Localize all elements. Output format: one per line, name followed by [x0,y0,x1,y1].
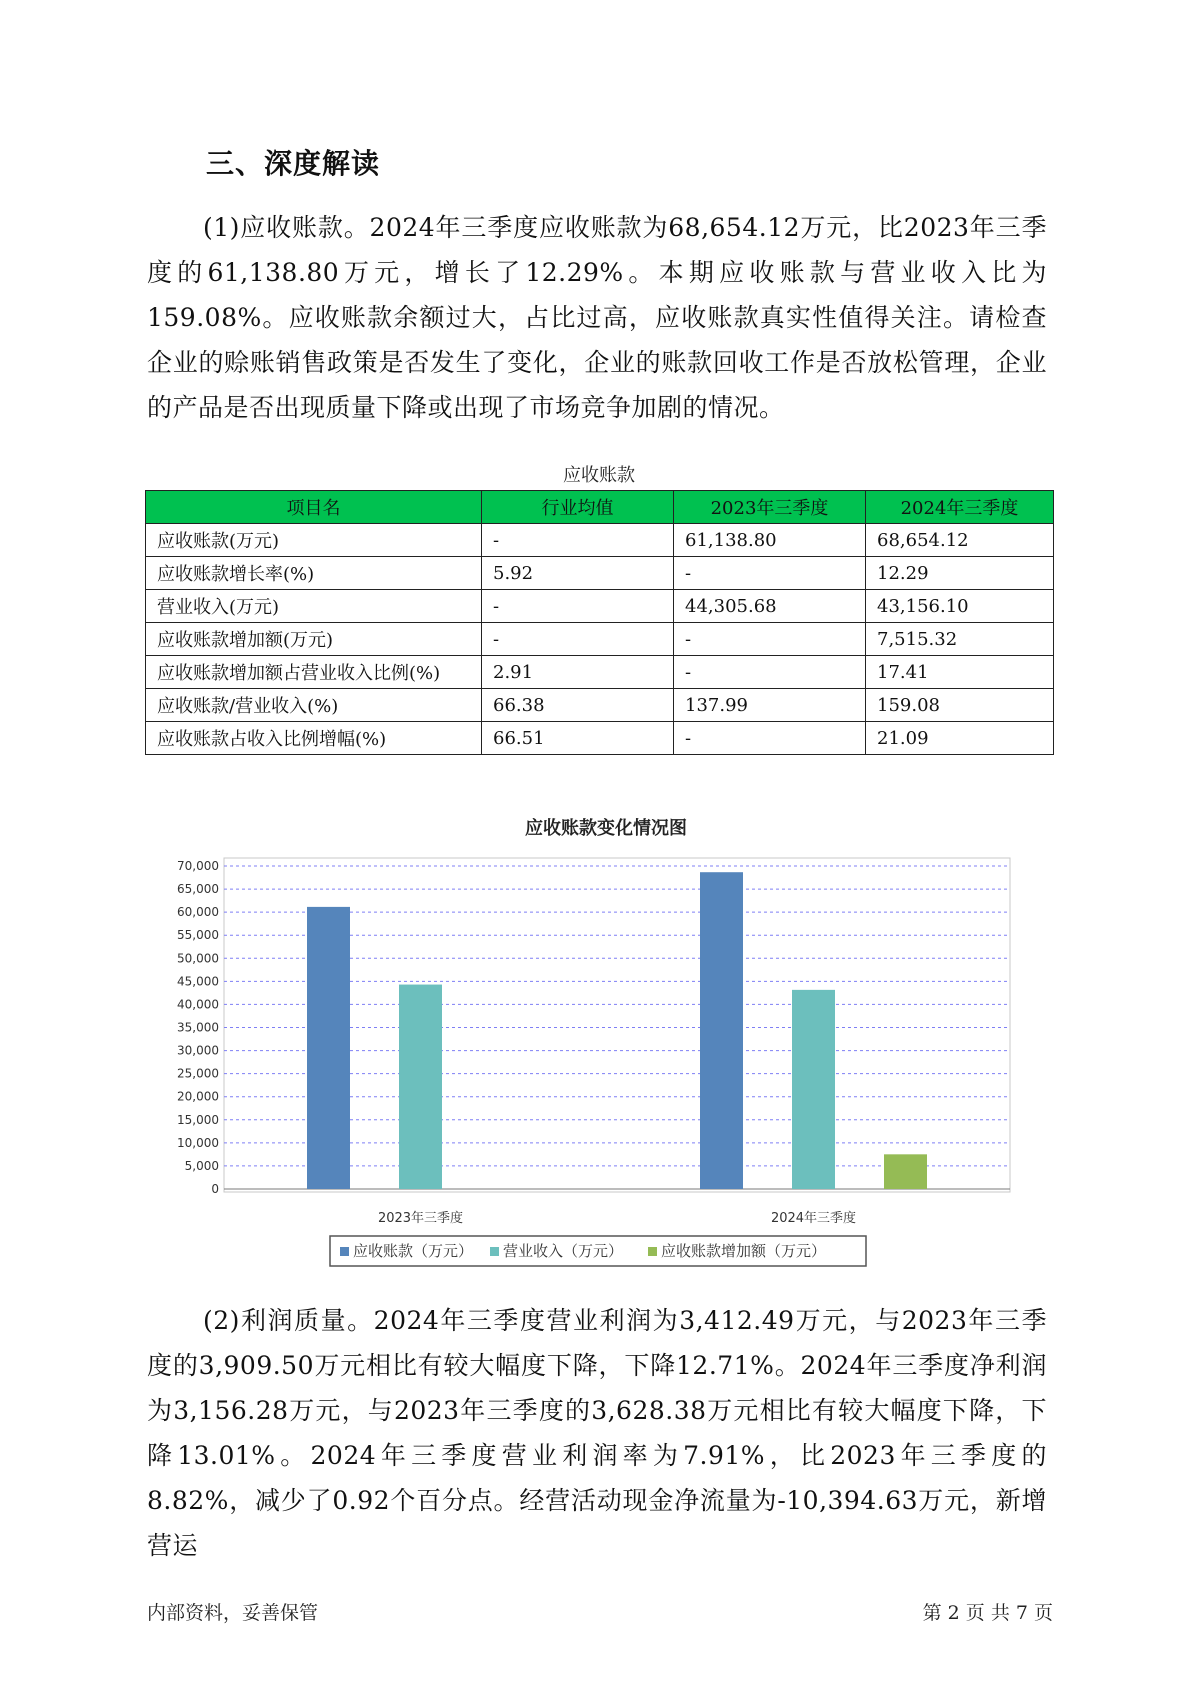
table-cell: 应收账款(万元) [146,524,482,557]
bar [792,990,835,1189]
y-tick-label: 65,000 [177,882,219,897]
table-row [146,689,1054,722]
receivables-bar-chart [160,848,1030,1268]
table-cell: 66.51 [482,722,674,755]
legend-swatch [490,1247,499,1256]
y-tick-label: 15,000 [177,1112,219,1127]
table-cell: 5.92 [482,557,674,590]
y-tick-label: 45,000 [177,974,219,989]
paragraph-profit-quality: (2)利润质量。2024年三季度营业利润为3,412.49万元，与2023年三季度的3,909.50万元相比有较大幅度下降，下降12.71%。2024年三季度净利润为3,156.28万元，与2023年三季度的3,628.38万元相比有较大幅度下降，下降13.01%。2024年三季度营业利润率为7.91%，比2023年三季度的8.82%，减少了0.92个百分点。经营活动现金净流量为-10,394.63万元，新增营运 [147,1306,1047,1560]
y-tick-label: 40,000 [177,997,219,1012]
table-cell: - [482,623,674,656]
table-cell: 应收账款增加额占营业收入比例(%) [146,656,482,689]
header-2024q3: 2024年三季度 [866,491,1054,524]
table-cell: 12.29 [866,557,1054,590]
table-header-row [146,491,1054,524]
bar [884,1154,927,1189]
y-tick-label: 55,000 [177,928,219,943]
table-row [146,524,1054,557]
table-row [146,557,1054,590]
table-cell: 61,138.80 [674,524,866,557]
table-cell: 43,156.10 [866,590,1054,623]
table-cell: 44,305.68 [674,590,866,623]
table-cell: 应收账款增长率(%) [146,557,482,590]
table-cell: 应收账款/营业收入(%) [146,689,482,722]
table-cell: 17.41 [866,656,1054,689]
y-tick-label: 10,000 [177,1135,219,1150]
table-cell: 应收账款占收入比例增幅(%) [146,722,482,755]
legend-label: 营业收入（万元） [503,1242,624,1260]
table-cell: - [674,623,866,656]
table-row [146,623,1054,656]
table-row [146,590,1054,623]
table-cell: 应收账款增加额(万元) [146,623,482,656]
bar [700,872,743,1189]
y-tick-label: 30,000 [177,1043,219,1058]
chart-title: 应收账款变化情况图 [525,818,687,839]
table-cell: 66.38 [482,689,674,722]
table-cell: 2.91 [482,656,674,689]
table-caption: 应收账款 [563,465,635,486]
y-tick-label: 50,000 [177,951,219,966]
footer-page-number: 第 2 页 共 7 页 [922,1602,1053,1624]
table-cell: 营业收入(万元) [146,590,482,623]
y-tick-label: 20,000 [177,1089,219,1104]
x-tick-label: 2023年三季度 [377,1211,464,1226]
legend-swatch [648,1247,657,1256]
y-tick-label: 0 [211,1182,219,1196]
table-cell: 7,515.32 [866,623,1054,656]
bar [307,907,350,1189]
table-cell: - [482,590,674,623]
table-row [146,656,1054,689]
table-cell: 68,654.12 [866,524,1054,557]
table-cell: - [674,656,866,689]
y-tick-label: 60,000 [177,905,219,920]
y-tick-label: 25,000 [177,1066,219,1081]
header-industry-average: 行业均值 [482,491,674,524]
table-cell: 159.08 [866,689,1054,722]
x-tick-label: 2024年三季度 [770,1211,857,1226]
table-cell: 137.99 [674,689,866,722]
y-tick-label: 70,000 [177,859,219,873]
header-2023q3: 2023年三季度 [674,491,866,524]
bar [399,985,442,1189]
y-tick-label: 5,000 [184,1158,219,1173]
y-tick-label: 35,000 [177,1020,219,1035]
paragraph-receivables: (1)应收账款。2024年三季度应收账款为68,654.12万元，比2023年三季度的61,138.80万元，增长了12.29%。本期应收账款与营业收入比为159.08%。应收账款余额过大，占比过高，应收账款真实性值得关注。请检查企业的赊账销售政策是否发生了变化，企业的账款回收工作是否放松管理，企业的产品是否出现质量下降或出现了市场竞争加剧的情况。 [147,213,1047,422]
header-item-name: 项目名 [146,491,482,524]
legend-label: 应收账款增加额（万元） [661,1242,827,1260]
receivables-table [145,490,1054,755]
table-row [146,722,1054,755]
table-cell: - [674,722,866,755]
legend-label: 应收账款（万元） [353,1242,474,1260]
legend-swatch [340,1247,349,1256]
section-heading: 三、深度解读 [206,147,381,180]
table-cell: - [674,557,866,590]
footer-confidential-note: 内部资料，妥善保管 [147,1602,319,1624]
table-cell: 21.09 [866,722,1054,755]
table-cell: - [482,524,674,557]
